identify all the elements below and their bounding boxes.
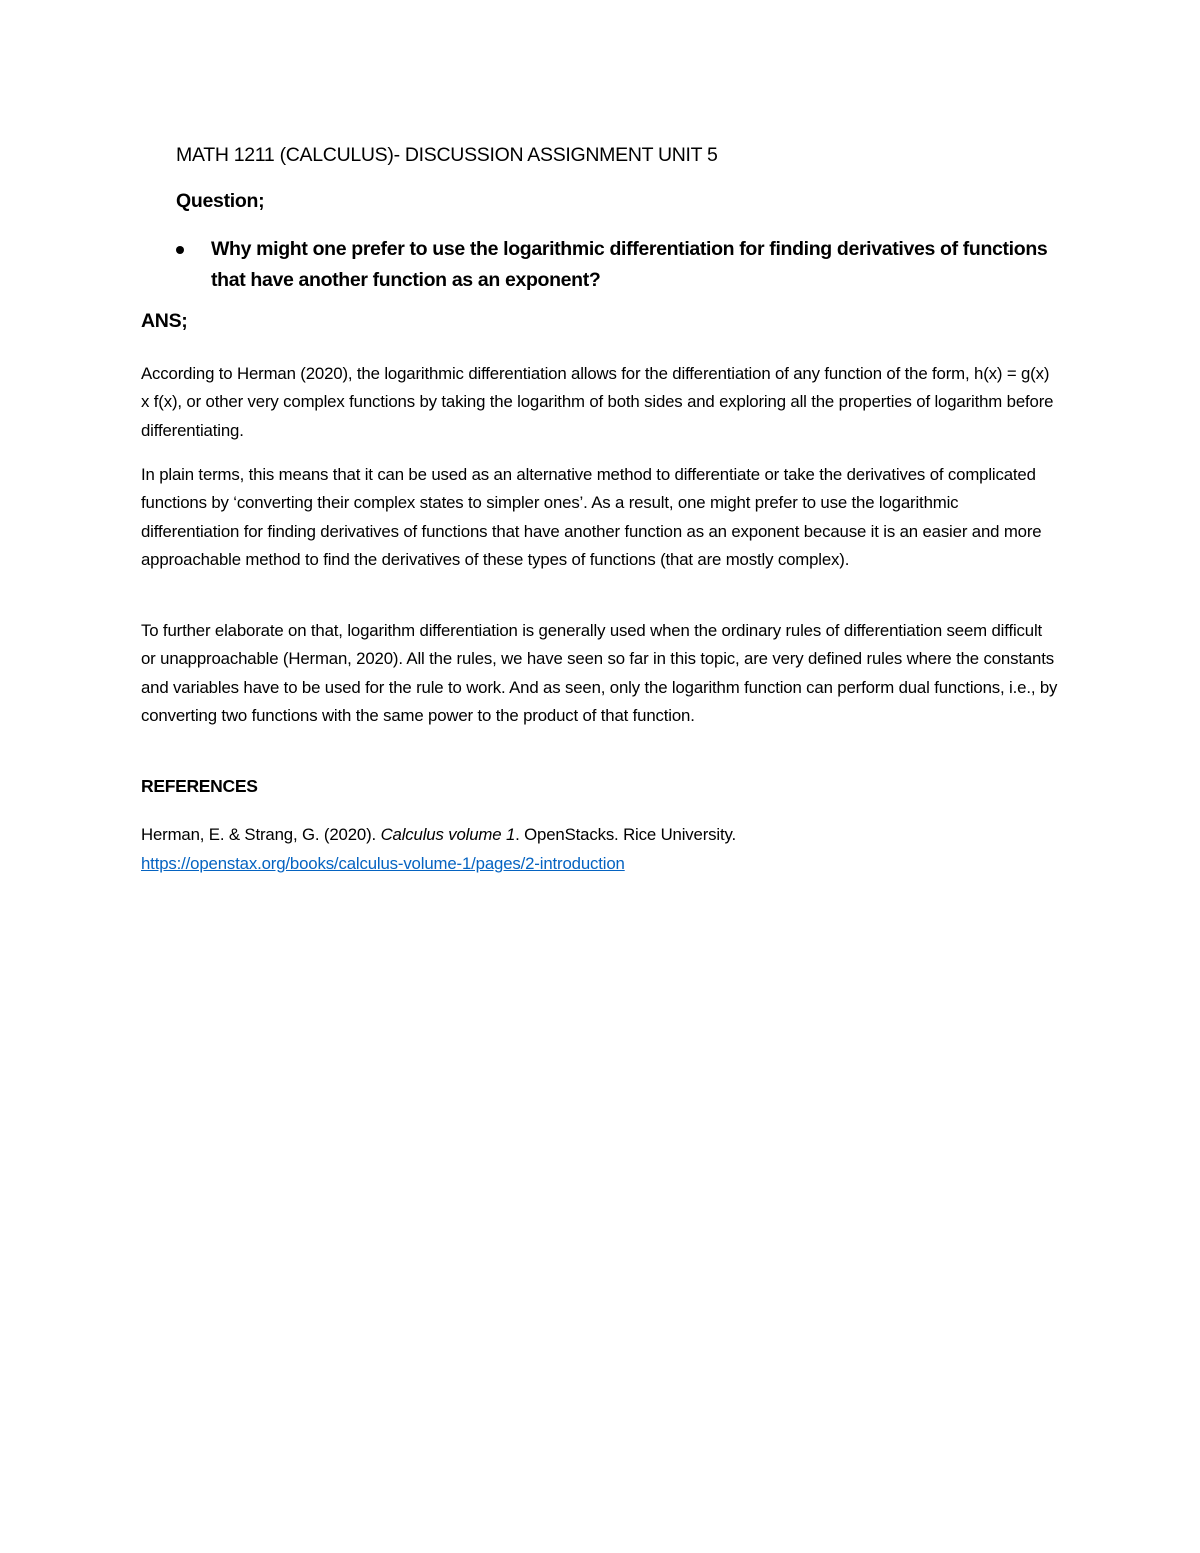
question-item xyxy=(176,234,1076,296)
question-heading: Question; xyxy=(176,190,265,212)
reference-entry xyxy=(141,820,901,878)
reference-authors: Herman, E. & Strang, G. (2020). xyxy=(141,825,381,844)
question-list xyxy=(176,234,1076,296)
answer-paragraph-1: According to Herman (2020), the logarithmic differentiation allows for the differentiation of any function of the form, h(x) = g(x) x f(x), or other very complex functions by taking the logarithm of both sides and exploring all the properties of logarithm before differentiating. xyxy=(141,364,1054,440)
reference-publisher: . OpenStacks. Rice University. xyxy=(515,825,736,844)
document-title: MATH 1211 (CALCULUS)- DISCUSSION ASSIGNMENT UNIT 5 xyxy=(176,144,718,166)
reference-link[interactable]: https://openstax.org/books/calculus-volume-1/pages/2-introduction xyxy=(141,854,625,873)
answer-paragraph-3: To further elaborate on that, logarithm differentiation is generally used when the ordinary rules of differentiation seem difficult or unapproachable (Herman, 2020). All the rules, we have seen so far in this topic, are very defined rules where the constants and variables have to be used for the rule to work. And as seen, only the logarithm function can perform dual functions, i.e., by converting two functions with the same power to the product of that function. xyxy=(141,621,1058,726)
answer-paragraph-2: In plain terms, this means that it can be used as an alternative method to differentiate or take the derivatives of complicated functions by ‘converting their complex states to simpler ones’. As a result, one might prefer to use the logarithmic differentiation for finding derivatives of functions that have another function as an exponent because it is an easier and more approachable method to find the derivatives of these types of functions (that are mostly complex). xyxy=(141,465,1042,570)
reference-book-title: Calculus volume 1 xyxy=(380,825,516,844)
bullet-icon xyxy=(176,246,184,254)
answer-heading: ANS; xyxy=(141,310,188,332)
references-heading: REFERENCES xyxy=(141,776,258,796)
question-text: Why might one prefer to use the logarithmic differentiation for finding derivatives of functions that have another function as an exponent? xyxy=(211,238,1048,291)
